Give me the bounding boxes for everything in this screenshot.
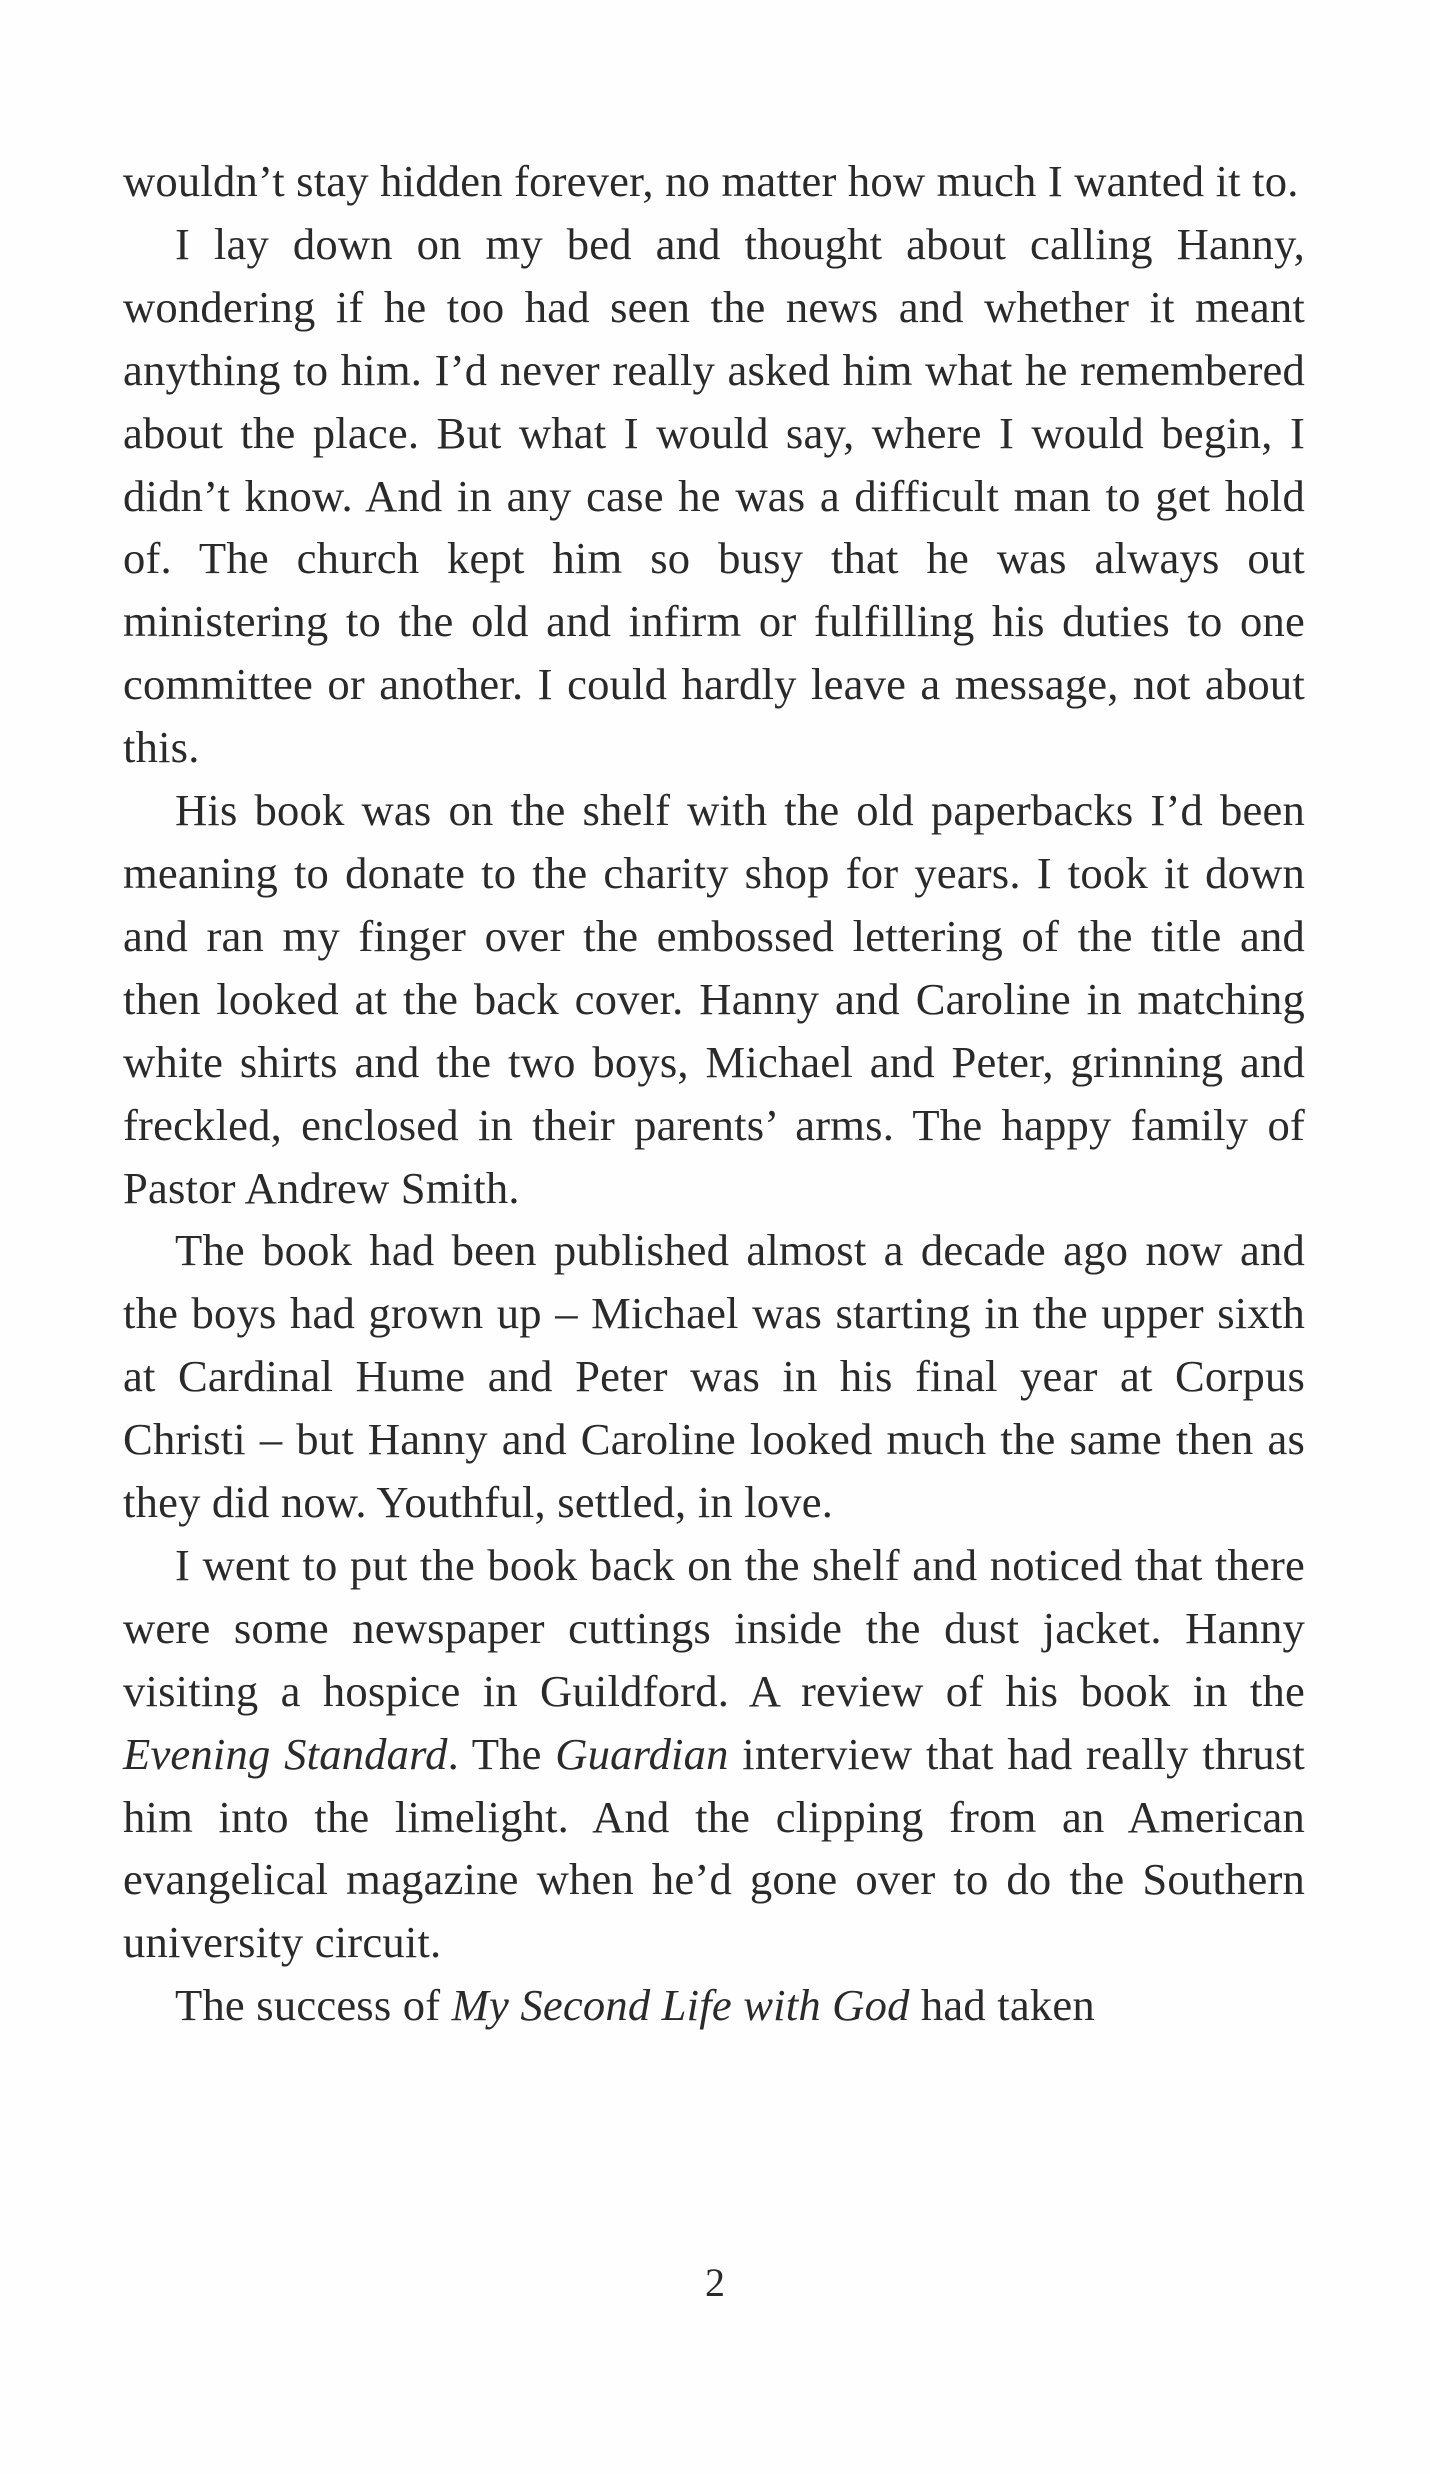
paragraph-text: The success of (175, 1980, 452, 2031)
page-number: 2 (705, 2260, 725, 2305)
paragraph-text: interview that had really thrust him into the limelight. And the clipping from an American evangelical magazine when he’d gone over to do the Southern university circuit. (123, 1728, 1306, 1968)
italic-title-text: Evening Standard (123, 1728, 448, 1779)
paragraph (123, 1974, 1305, 2037)
paragraph-text: The book had been published almost a decade ago now and the boys had grown up – Michael was starting in the upper sixth at Cardinal Hume and Peter was in his final year at Corpus Christi – but Hanny and Caroline looked much the same then as they did now. Youthful, settled, in love. (123, 1225, 1305, 1528)
paragraph (123, 213, 1305, 779)
paragraph-text: His book was on the shelf with the old paperbacks I’d been meaning to donate to the charity shop for years. I took it down and ran my finger over the embossed lettering of the title and then looked at the back cover. Hanny and Caroline in matching white shirts and the two boys, Michael and Peter, grinning and freckled, enclosed in their parents’ arms. The happy family of Pastor Andrew Smith. (123, 785, 1305, 1213)
paragraph (123, 150, 1305, 213)
paragraph-text: . The (447, 1728, 556, 1779)
paragraph (123, 779, 1305, 1219)
paragraph (123, 1219, 1305, 1534)
italic-title-text: Guardian (555, 1728, 729, 1779)
italic-title-text: My Second Life with God (451, 1980, 910, 2031)
paragraph (123, 1534, 1305, 1974)
paragraph-text: wouldn’t stay hidden forever, no matter how much I wanted it to. (123, 156, 1299, 206)
paragraph-text: I went to put the book back on the shelf and noticed that there were some newspaper cuttings inside the dust jacket. Hanny visiting a hospice in Guildford. A review of his book in the (123, 1539, 1305, 1716)
body-text (123, 150, 1305, 2037)
paragraph-text: had taken (909, 1980, 1095, 2031)
paragraph-text: I lay down on my bed and thought about calling Hanny, wondering if he too had seen the news and whether it meant anything to him. I’d never really asked him what he remembered about the place. But what I would say, where I would begin, I didn’t know. And in any case he was a difficult man to get hold of. The church kept him so busy that he was always out ministering to the old and infirm or fulfilling his duties to one committee or another. I could hardly leave a message, not about this. (123, 218, 1305, 773)
